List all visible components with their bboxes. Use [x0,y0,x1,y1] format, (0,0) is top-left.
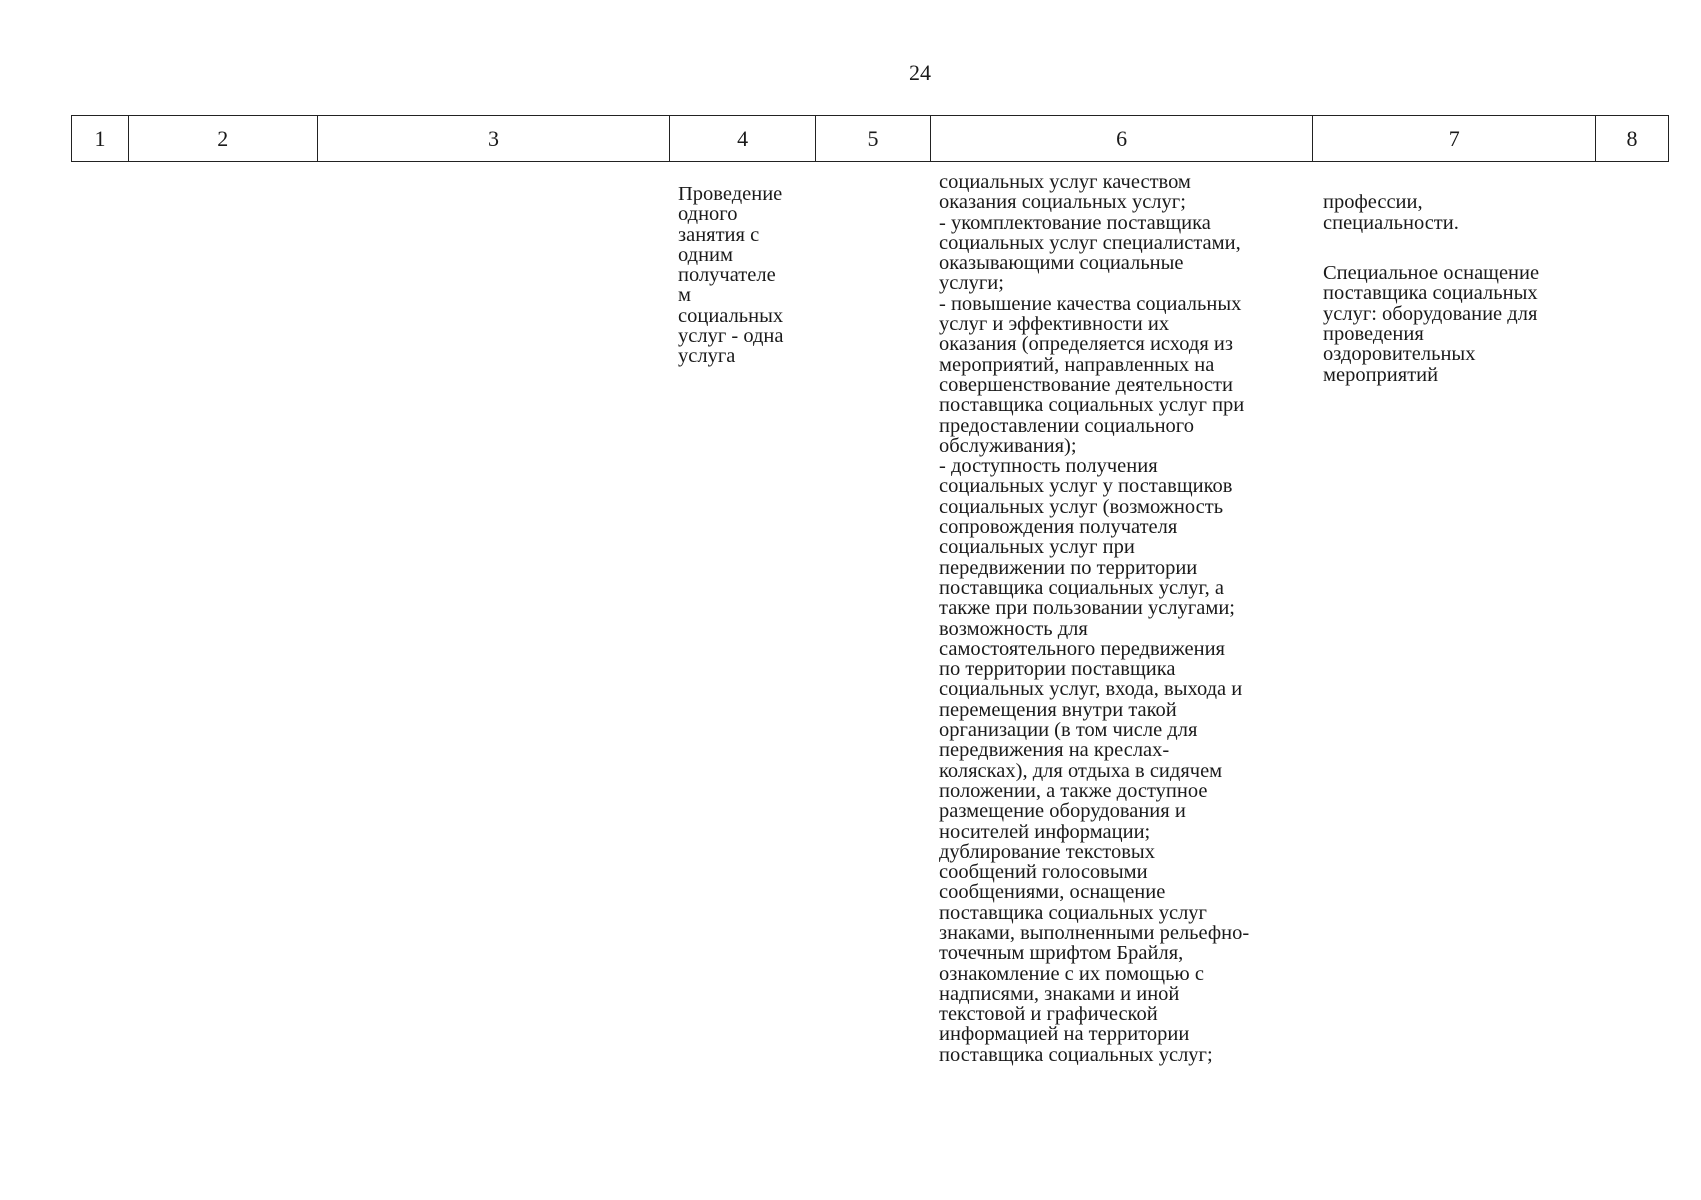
cell-conditions-paragraph-2: Специальное оснащение поставщика социальных услуг: оборудование для проведения оздоровительных мероприятий [1323,262,1540,386]
cell-unit-of-service: Проведение одного занятия с одним получателе м социальных услуг - одна услуга [678,183,784,368]
table-header-row [71,115,1669,162]
column-header-2: 2 [129,116,318,161]
page-number: 24 [909,60,931,85]
column-header-1: 1 [72,116,129,161]
column-header-5: 5 [816,116,931,161]
cell-quality-indicators: социальных услуг качеством оказания социальных услуг; - укомплектование поставщика социальных услуг специалистами, оказывающими социальные услуги; - повышение качества социальных услуг и эффективности их оказания (определяется исходя из мероприятий, направленных на совершенствование деятельности поставщика социальных услуг при предоставлении социального обслуживания); - доступность получения социальных услуг у поставщиков социальных услуг (возможность сопровождения получателя социальных услуг при передвижении по территории поставщика социальных услуг, а также при пользовании услугами; возможность для самостоятельного передвижения по территории поставщика социальных услуг, входа, выхода и перемещения внутри такой организации (в том числе для передвижения на креслах- колясках), для отдыха в сидячем положении, а также доступное размещение оборудования и носителей информации; дублирование текстовых сообщений голосовыми сообщениями, оснащение поставщика социальных услуг знаками, выполненными рельефно- точечным шрифтом Брайля, ознакомление с их помощью с надписями, знаками и иной текстовой и графической информацией на территории поставщика социальных услуг; [939,171,1250,1066]
column-header-7: 7 [1313,116,1596,161]
column-header-8: 8 [1626,125,1638,151]
column-header-6: 6 [931,116,1314,161]
cell-conditions [1323,172,1603,405]
cell-conditions-paragraph-1: профессии, специальности. [1323,191,1459,234]
column-header-4: 4 [670,116,816,161]
column-header-3: 3 [318,116,671,161]
